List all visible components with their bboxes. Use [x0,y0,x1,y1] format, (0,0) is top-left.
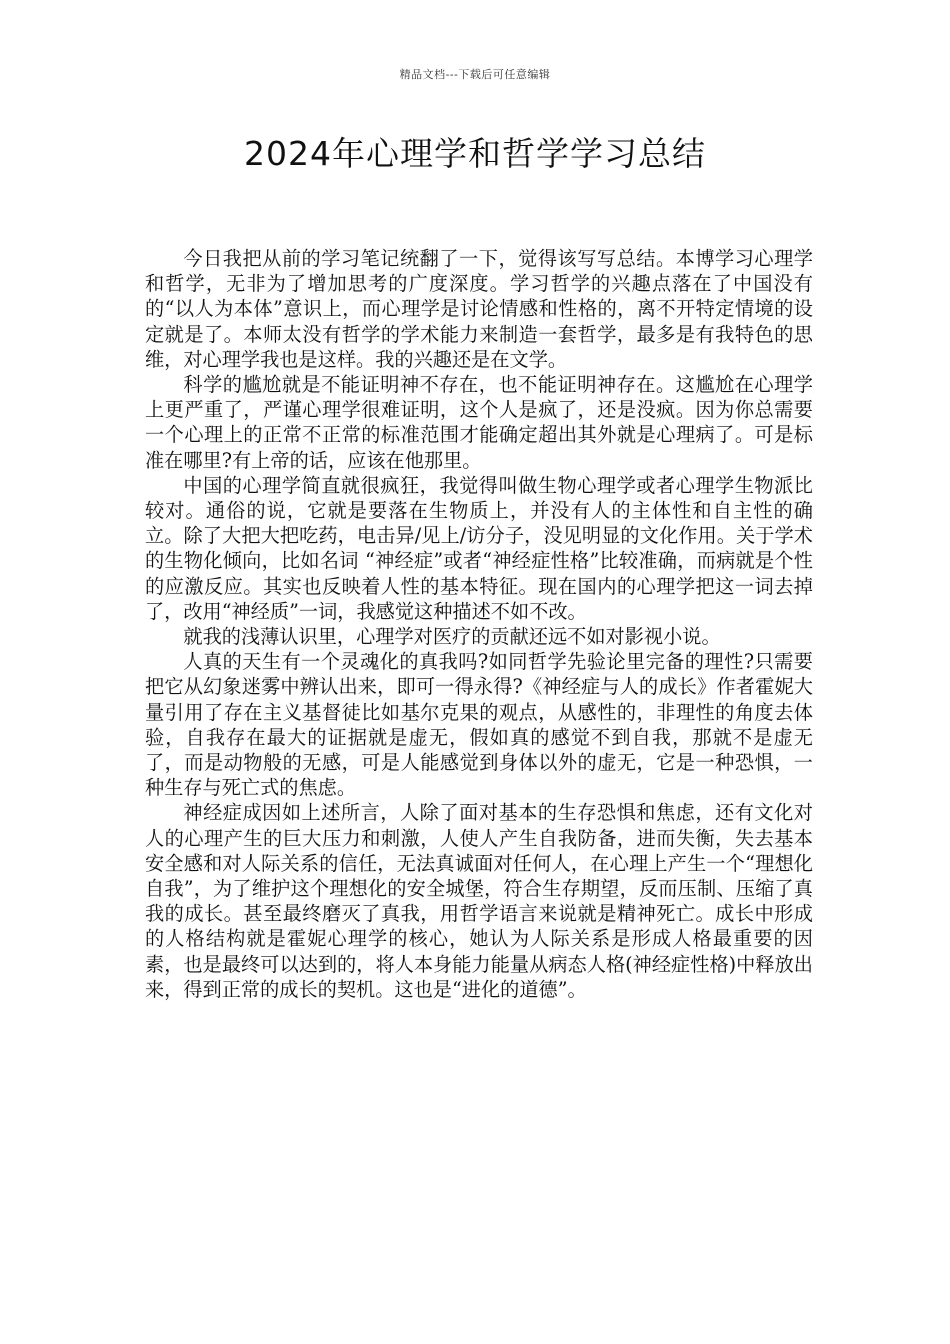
header-note: 精品文档---下载后可任意编辑 [399,68,551,81]
paragraph: 神经症成因如上述所言，人除了面对基本的生存恐惧和焦虑，还有文化对人的心理产生的巨大压力和刺激，人使人产生自我防备，进而失衡，失去基本安全感和对人际关系的信任，无法真诚面对任何人，在心理上产生一个“理想化自我”，为了维护这个理想化的安全城堡，符合生存期望，反而压制、压缩了真我的成长。甚至最终磨灭了真我，用哲学语言来说就是精神死亡。成长中形成的人格结构就是霍妮心理学的核心，她认为人际关系是形成人格最重要的因素，也是最终可以达到的，将人本身能力能量从病态人格(神经症性格)中释放出来，得到正常的成长的契机。这也是“进化的道德”。 [145,801,813,1001]
paragraph: 今日我把从前的学习笔记统翻了一下，觉得该写写总结。本博学习心理学和哲学，无非为了增加思考的广度深度。学习哲学的兴趣点落在了中国没有的“以人为本体”意识上，而心理学是讨论情感和性格的，离不开特定情境的设定就是了。本师太没有哲学的学术能力来制造一套哲学，最多是有我特色的思维，对心理学我也是这样。我的兴趣还是在文学。 [145,247,813,371]
paragraph: 科学的尴尬就是不能证明神不存在，也不能证明神存在。这尴尬在心理学上更严重了，严谨心理学很难证明，这个人是疯了，还是没疯。因为你总需要一个心理上的正常不正常的标准范围才能确定超出其外就是心理病了。可是标准在哪里?有上帝的话，应该在他那里。 [145,373,813,472]
document-body [145,246,813,1002]
paragraph: 就我的浅薄认识里，心理学对医疗的贡献还远不如对影视小说。 [183,625,721,649]
document-title: 2024年心理学和哲学学习总结 [244,134,706,173]
paragraph: 人真的天生有一个灵魂化的真我吗?如同哲学先验论里完备的理性?只需要把它从幻象迷雾中辨认出来，即可一得永得?《神经症与人的成长》作者霍妮大量引用了存在主义基督徒比如基尔克果的观点，从感性的，非理性的角度去体验，自我存在最大的证据就是虚无，假如真的感觉不到自我，那就不是虚无了，而是动物般的无感，可是人能感觉到身体以外的虚无，它是一种恐惧，一种生存与死亡式的焦虑。 [145,650,813,800]
paragraph: 中国的心理学简直就很疯狂，我觉得叫做生物心理学或者心理学生物派比较对。通俗的说，它就是要落在生物质上，并没有人的主体性和自主性的确立。除了大把大把吃药，电击异/见上/访分子，没见明显的文化作用。关于学术的生物化倾向，比如名词 “神经症”或者“神经症性格”比较准确，而病就是个性的应激反应。其实也反映着人性的基本特征。现在国内的心理学把这一词去掉了，改用“神经质”一词，我感觉这种描述不如不改。 [145,473,813,623]
